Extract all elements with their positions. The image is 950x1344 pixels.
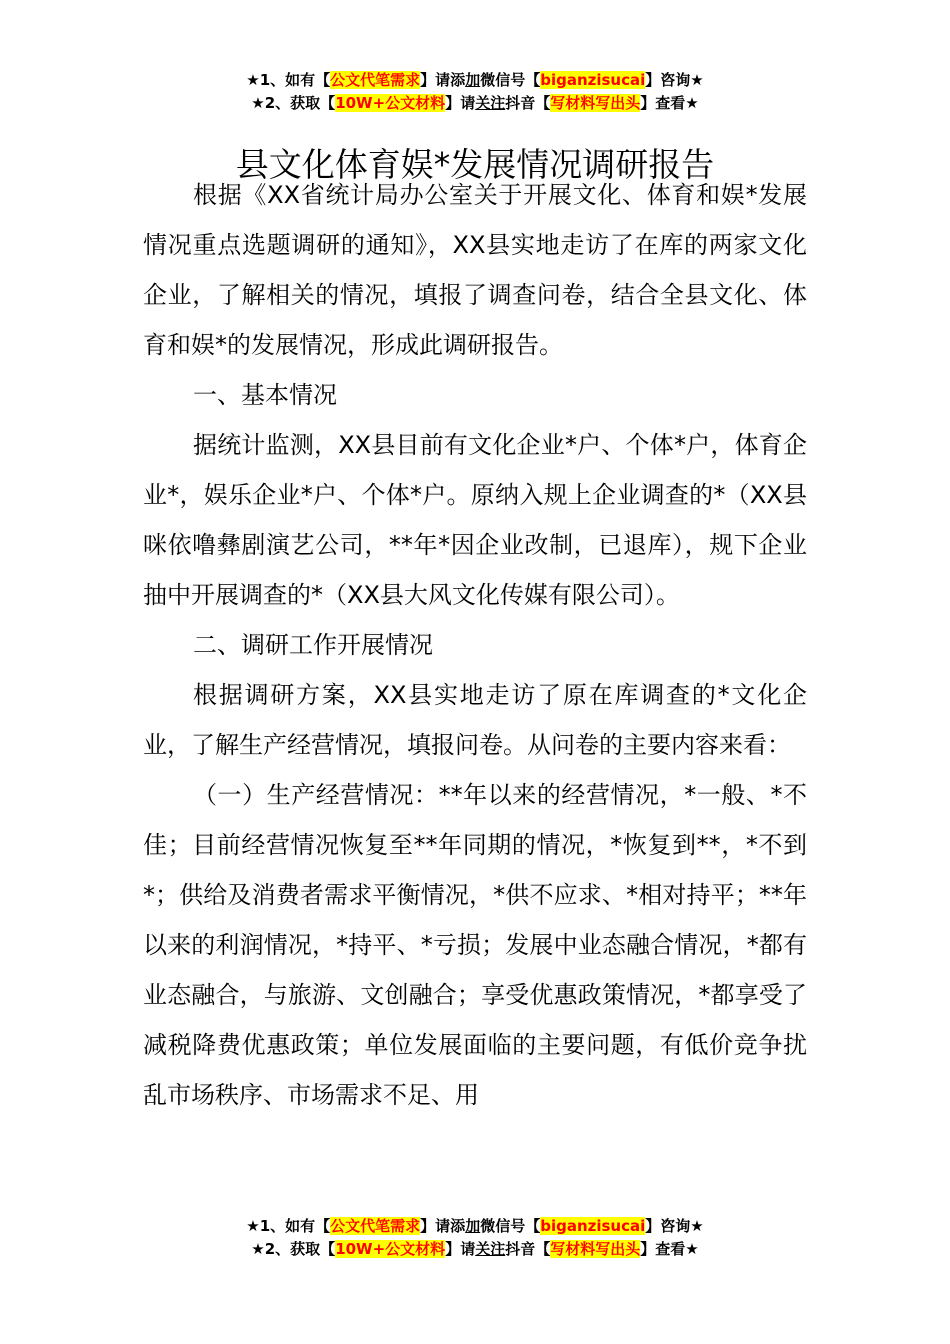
banner-line-2: ★2、获取【10W+公文材料】请关注抖音【写材料写出头】查看★ <box>251 94 699 112</box>
section-heading-basic: 一、基本情况 <box>193 381 337 409</box>
header-banner <box>0 69 950 115</box>
banner-douyin-id: 写材料写出头 <box>550 1240 641 1258</box>
paragraph-operations: （一）生产经营情况：**年以来的经营情况，*一般、*不佳；目前经营情况恢复至**年同期的情况，*恢复到**，*不到*；供给及消费者需求平衡情况，*供不应求、*相对持平；**年以来的利润情况，*持平、*亏损；发展中业态融合情况，*都有业态融合，与旅游、文创融合；享受优惠政策情况，*都享受了减税降费优惠政策；单位发展面临的主要问题，有低价竞争扰乱市场秩序、市场需求不足、用 <box>143 781 807 1109</box>
page-title: 县文化体育娱*发展情况调研报告 <box>235 145 715 185</box>
banner-wechat-id: biganzisucai <box>540 1217 646 1235</box>
banner-highlight: 10W+公文材料 <box>335 94 446 112</box>
banner-highlight: 公文代笔需求 <box>330 71 421 89</box>
banner-highlight: 10W+公文材料 <box>335 1240 446 1258</box>
banner-line-1: ★1、如有【公文代笔需求】请添加微信号【biganzisucai】咨询★ <box>246 1217 704 1235</box>
footer-banner <box>0 1215 950 1261</box>
banner-wechat-id: biganzisucai <box>540 71 646 89</box>
banner-highlight: 公文代笔需求 <box>330 1217 421 1235</box>
document-body <box>143 170 807 1120</box>
paragraph-intro: 根据《XX省统计局办公室关于开展文化、体育和娱*发展情况重点选题调研的通知》，XX县实地走访了在库的两家文化企业，了解相关的情况，填报了调查问卷，结合全县文化、体育和娱*的发展情况，形成此调研报告。 <box>143 181 807 359</box>
section-heading-survey: 二、调研工作开展情况 <box>193 631 433 659</box>
paragraph-basic-info: 据统计监测，XX县目前有文化企业*户、个体*户，体育企业*，娱乐企业*户、个体*户。原纳入规上企业调查的*（XX县咪依噜彝剧演艺公司，**年*因企业改制，已退库），规下企业抽中开展调查的*（XX县大风文化传媒有限公司）。 <box>143 431 807 609</box>
banner-line-2: ★2、获取【10W+公文材料】请关注抖音【写材料写出头】查看★ <box>251 1240 699 1258</box>
banner-douyin-id: 写材料写出头 <box>550 94 641 112</box>
banner-line-1: ★1、如有【公文代笔需求】请添加微信号【biganzisucai】咨询★ <box>246 71 704 89</box>
paragraph-survey: 根据调研方案，XX县实地走访了原在库调查的*文化企业，了解生产经营情况，填报问卷。从问卷的主要内容来看： <box>143 681 807 759</box>
